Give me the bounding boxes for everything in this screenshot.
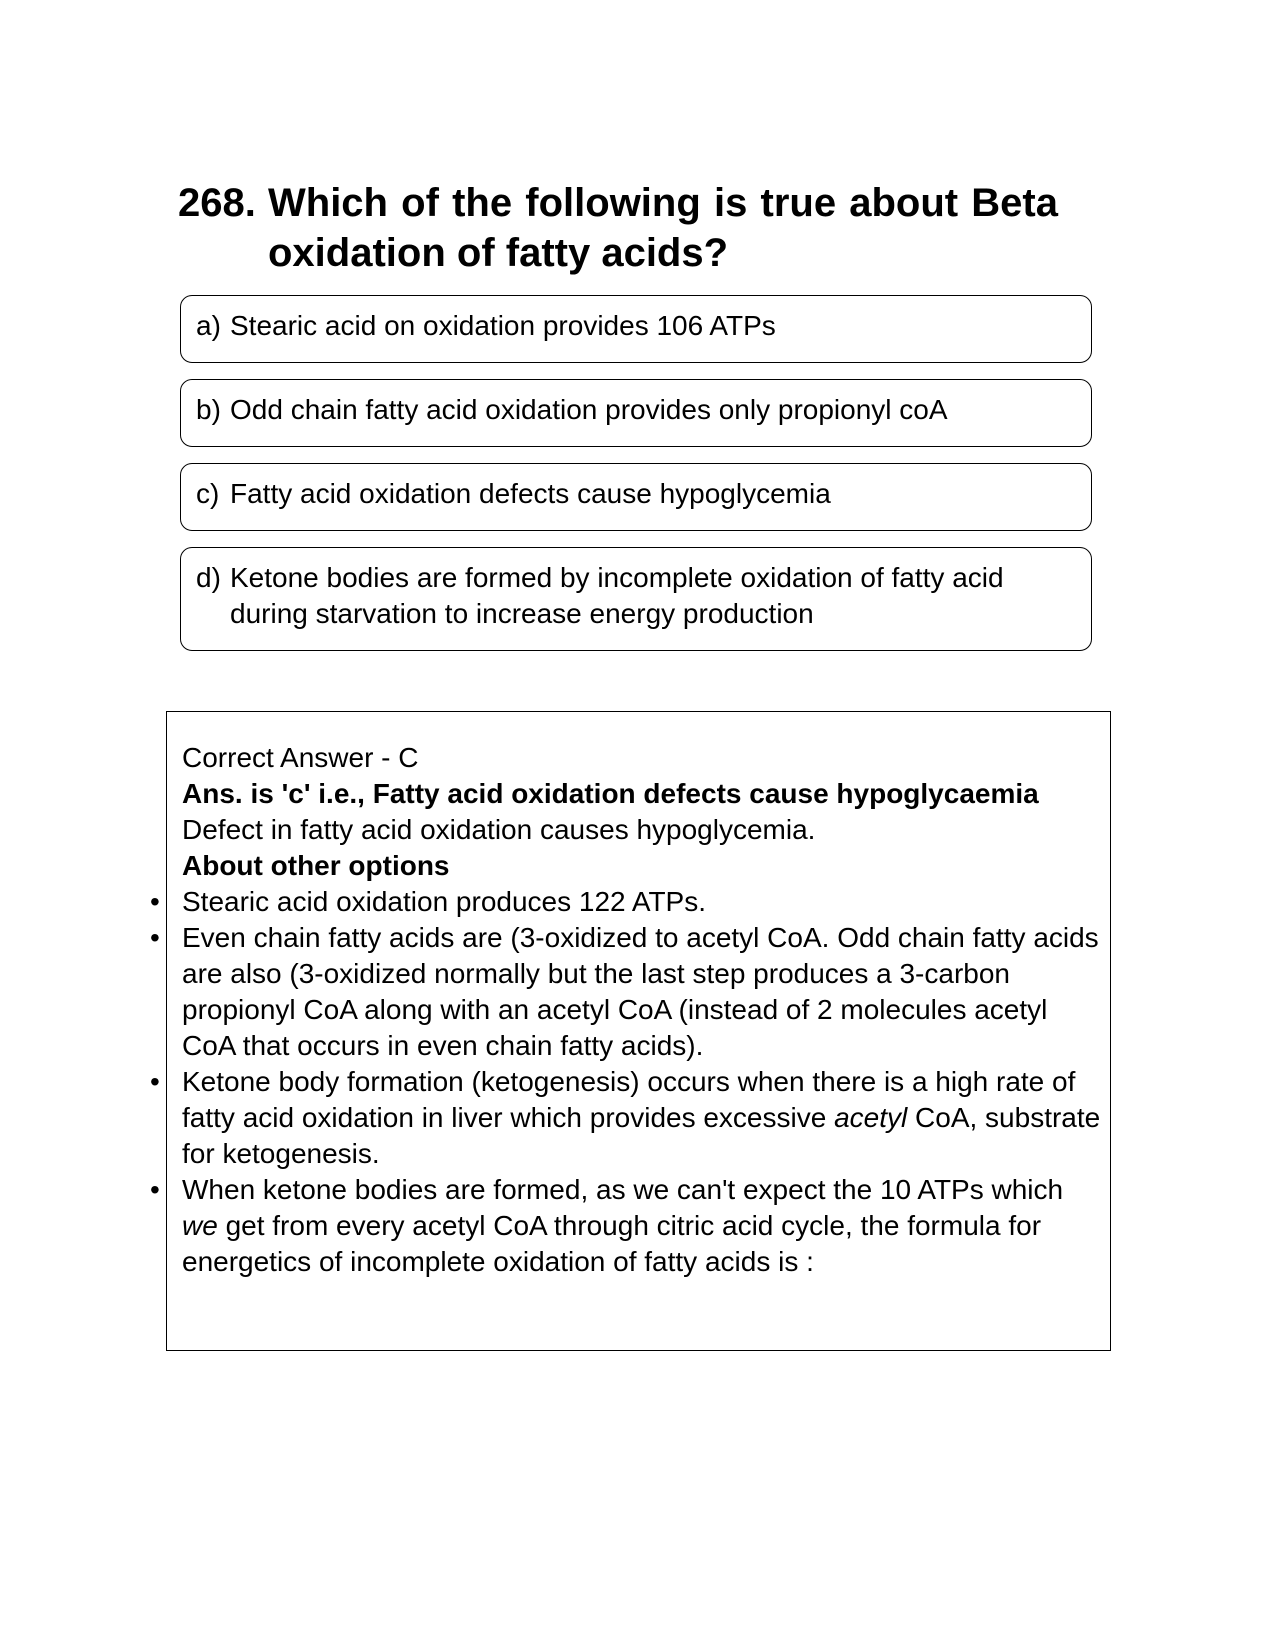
bullet-icon: • xyxy=(150,1066,160,1097)
option-a[interactable] xyxy=(180,295,1092,363)
bullet-text-italic: acetyl xyxy=(834,1102,908,1133)
list-item xyxy=(150,884,1102,920)
option-b[interactable] xyxy=(180,379,1092,447)
option-letter: a) xyxy=(196,310,221,341)
option-c[interactable] xyxy=(180,463,1092,531)
option-letter: d) xyxy=(196,562,221,593)
list-item xyxy=(150,1064,1102,1172)
answer-content xyxy=(150,740,1102,1280)
list-item xyxy=(150,1172,1102,1280)
bullet-text-before: When ketone bodies are formed, as we can't expect the 10 ATPs which xyxy=(182,1174,1064,1205)
bullet-text-after: get from every acetyl CoA through citric acid cycle, the formula for energetics of incomplete oxidation of fatty acids is : xyxy=(182,1210,1042,1277)
other-options-heading: About other options xyxy=(182,850,450,881)
option-letter: b) xyxy=(196,394,221,425)
bullet-text-before: Ketone body formation (ketogenesis) occurs when there is a high rate of fatty acid oxidation in liver which provides excessive xyxy=(182,1066,1076,1133)
bullet-text-after: CoA, substrate for ketogenesis. xyxy=(182,1102,1101,1169)
option-text: Fatty acid oxidation defects cause hypoglycemia xyxy=(230,478,831,509)
answer-explanation: Defect in fatty acid oxidation causes hypoglycemia. xyxy=(182,814,816,845)
option-text: Odd chain fatty acid oxidation provides only propionyl coA xyxy=(230,394,948,425)
question-text: Which of the following is true about Beta oxidation of fatty acids? xyxy=(268,181,1058,275)
bullet-text: Even chain fatty acids are (3-oxidized to acetyl CoA. Odd chain fatty acids are also (3-oxidized normally but the last step produces a 3-carbon propionyl CoA along with an acetyl CoA (instead of 2 molecules acetyl CoA that occurs in even chain fatty acids). xyxy=(182,922,1099,1061)
bullet-text-italic: we xyxy=(182,1210,218,1241)
question-number: 268. xyxy=(178,181,256,225)
bullet-icon: • xyxy=(150,922,160,953)
option-letter: c) xyxy=(196,478,220,509)
list-item xyxy=(150,920,1102,1064)
bullet-icon: • xyxy=(150,886,160,917)
option-text: Stearic acid on oxidation provides 106 ATPs xyxy=(230,310,776,341)
bullet-icon: • xyxy=(150,1174,160,1205)
option-d[interactable] xyxy=(180,547,1092,651)
answer-heading: Ans. is 'c' i.e., Fatty acid oxidation defects cause hypoglycaemia xyxy=(182,778,1039,809)
option-text: Ketone bodies are formed by incomplete oxidation of fatty acid during starvation to increase energy production xyxy=(230,562,1004,629)
question xyxy=(178,178,1058,278)
bullet-text: Stearic acid oxidation produces 122 ATPs. xyxy=(182,886,707,917)
correct-answer: Correct Answer - C xyxy=(182,742,419,773)
